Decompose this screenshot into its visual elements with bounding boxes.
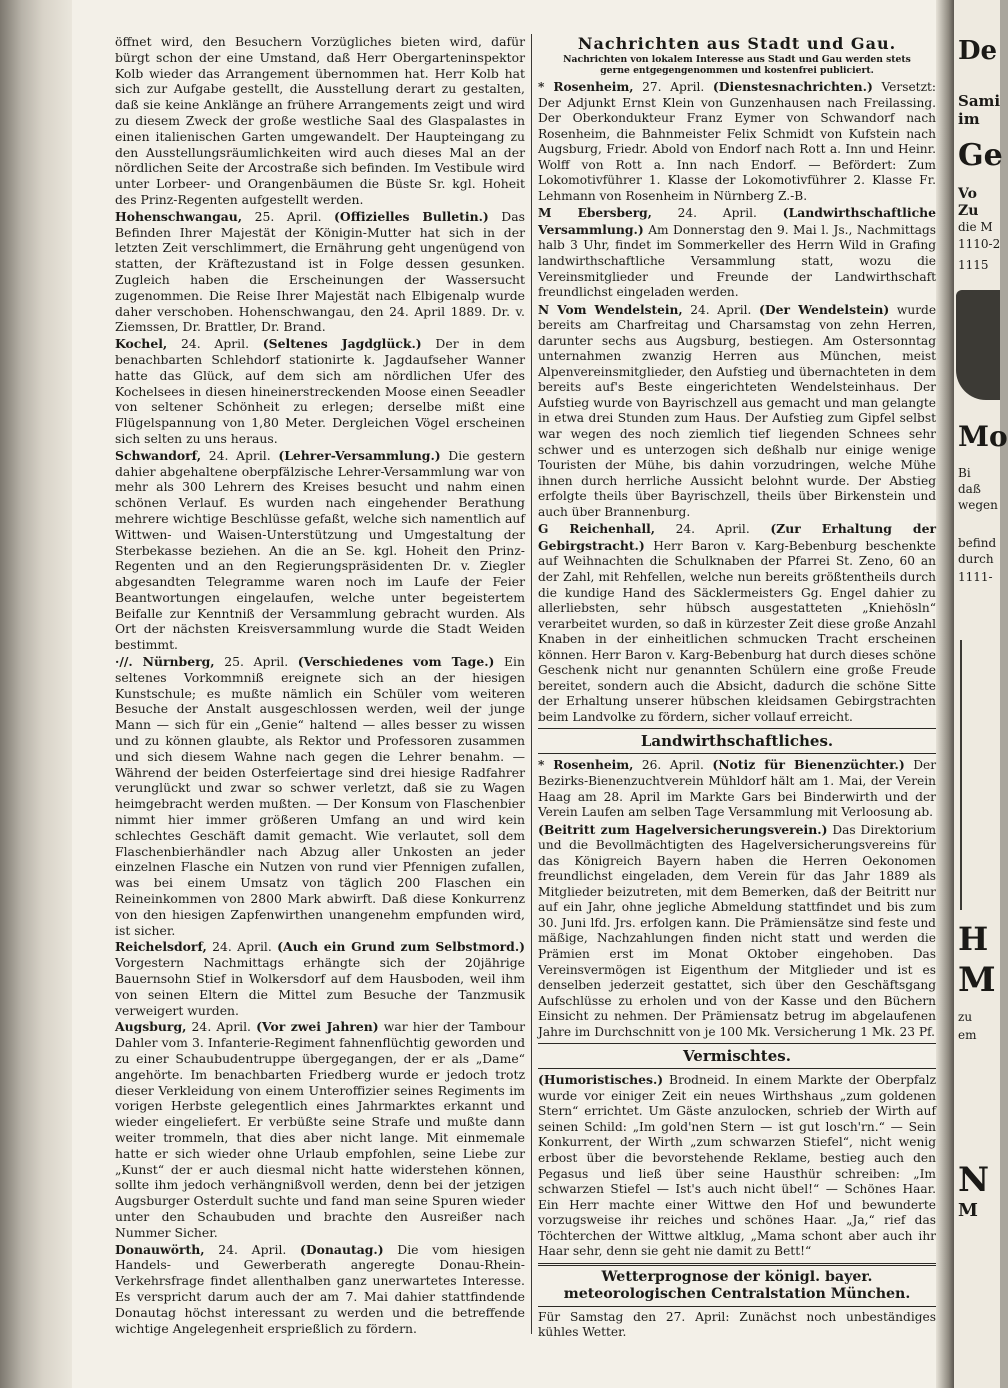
article-subtitle: (Landwirthschaftliche Versammlung.) [538, 205, 937, 237]
article-subtitle: (Offizielles Bulletin.) [334, 208, 489, 224]
article [538, 302, 936, 521]
article [115, 654, 525, 938]
article [115, 1019, 525, 1240]
article [115, 336, 525, 447]
article-text: Am Donnerstag den 9. Mai l. Js., Nachmittags halb 3 Uhr, findet im Sommerkeller des Herrn Wild in Grafing landwirthschaftliche Versammlung statt, wozu die Vereinsmitglieder und Freunde der Landwirthschaft freundlichst eingeladen werden. [538, 222, 937, 300]
article-date: 24. April. [675, 522, 750, 537]
next-page-fragment: wegen [958, 498, 998, 512]
next-page-fragment: Mo [958, 420, 1008, 453]
next-page-fragment: durch [958, 552, 994, 566]
article [115, 1242, 525, 1337]
article-text: wurde bereits am Charfreitag und Charsamstag von zehn Herren, darunter sechs aus Augsburg, bestiegen. Am Ostersonntag unternahmen zwanzig Herren aus München, meist Alpenvereinsmitglieder, den Aufstieg und übernachteten in dem bereits auf's Beste eingerichteten Wendelsteinhaus. Der Aufstieg wurde von Bayrischzell aus gemacht und man gelangte in etwa drei Stunden zum Haus. Der Aufstieg zum Gipfel selbst war wegen des noch ziemlich tief liegenden Schnees sehr schwer und es unterzogen sich deßhalb nur einige wenige Touristen der Mühe, bis dahin vorzudringen, welche Mühe ihnen durch herrliche Aussicht belohnt wurde. Der Abstieg erfolgte theils über Bayrischzell, theils über Birkenstein und auch über Brannenburg. [538, 302, 937, 519]
article-location: Schwandorf, [115, 447, 202, 463]
article-text: war hier der Tambour Dahler vom 3. Infanterie-Regiment fahnenflüchtig geworden und zu einer Schaubudentruppe übergegangen, der er als „Dame“ angehörte. Im benachbarten Friedberg wurde er jedoch trotz dieser Verkleidung von einem Unteroffizier seines Regiments im vorigen Herbste gelegentlich eines Jahrmarktes erkannt und wieder eingeliefert. Er verbüßte seine Strafe und mußte dann weiter trommeln, that dies aber nicht lange. Mit einmemale hatte er sich wieder ohne Urlaub empfohlen, seine Liebe zur „Kunst“ der er auch diesmal nicht hatte widerstehen können, sollte ihm jedoch verhängnißvoll werden, denn bei der jetzigen Augsburger Osterdult suchte und fand man seine Spuren wieder unter den Schaubuden und brachte den Ausreißer nach Nummer Sicher. [115, 1019, 526, 1240]
next-page-fragment: De [958, 36, 998, 66]
next-page-fragment: Sami [958, 92, 1001, 110]
article-location: Donauwörth, [115, 1241, 205, 1257]
article-text: Brodneid. In einem Markte der Oberpfalz wurde vor einiger Zeit ein neues Wirthshaus „zum goldenen Stern“ errichtet. Um Gäste anzulocken, schrieb der Wirth auf seinen Schild: „Im gold'nen Stern — ist gut losch'rn.“ — Sein Konkurrent, der Wirth „zum schwarzen Stiefel“, nicht wenig erbost über die bevorstehende Reklame, bestieg auch den Pegasus und ließ über seine Hausthür schreiben: „Im schwarzen Stiefel — Ist's auch nicht übel!“ — Schönes Haar. Ein Herr machte einer Wittwe den Hof und bewunderte vorzugsweise ihr reiches und schönes Haar. „Ja,“ rief das Töchterchen der Wittwe altklug, „Mama schont aber auch ihr Haar sehr, denn sie geht nie damit zu Bett!“ [538, 1073, 936, 1259]
article-date: 24. April. [208, 447, 271, 463]
next-page-fragment: daß [958, 482, 981, 496]
article-subtitle: (Verschiedenes vom Tage.) [297, 654, 495, 670]
article [538, 521, 936, 725]
article-location: G Reichenhall, [538, 522, 656, 537]
article-location: * Rosenheim, [538, 758, 634, 773]
article-text: Ein seltenes Vorkommniß ereignete sich an der hiesigen Kunstschule; es mußte nämlich ein Schüler vom weiteren Besuche der Anstalt ausgeschlossen werden, weil der junge Mann — sich für ein „Genie“ haltend — alles besser zu wissen und zu können glaubte, als Rektor und Professoren zusammen und sich diesem Wahne nach gegen die Lehrer benahm. — Während der beiden Osterfeiertage sind drei hiesige Radfahrer verunglückt und zwar so schwer verletzt, daß sie zu Wagen heimgebracht werden mußten. — Der Konsum von Flaschenbier nimmt hier immer größeren Umfang an und wird kein schlechtes Geschäft damit gemacht. Wie verlautet, soll dem Flaschenbierhändler nach Abzug aller Unkosten an jeder einzelnen Flasche ein Nutzen von rund vier Pfennigen zufallen, was bei einem Umsatz von täglich 200 Flaschen ein Reineinkommen von 2800 Mark abwirft. Daß diese Konkurrenz von den hiesigen Zapfenwirthen unangenehm empfunden wird, ist sicher. [115, 654, 525, 938]
article-text: Herr Baron v. Karg-Bebenburg beschenkte auf Weihnachten die Schulknaben der Pfarrei St. Zeno, 60 an der Zahl, mit Rehfellen, welche nun bereits größtentheils durch die kundige Hand des Säcklermeisters Gg. Engel dahier zu allerliebsten, sehr hübsch ausgestatteten „Kniehösln“ verarbeitet wurden, so daß in kürzester Zeit diese große Anzahl Knaben in der einheitlichen schmucken Tracht erscheinen können. Herr Baron v. Karg-Bebenburg hat durch dieses schöne Geschenk nicht nur genannten Schülern eine große Freude bereitet, sondern auch die Absicht, dadurch die schöne Sitte der Erhaltung unserer hübschen kleidsamen Gebirgstrachten beim Landvolke zu fördern, sicher vollauf erreicht. [538, 538, 937, 724]
section-rule [538, 1043, 936, 1044]
article-location: Reichelsdorf, [115, 939, 207, 955]
article-text: Der in dem benachbarten Schlehdorf stationirte k. Jagdaufseher Wanner hatte das Glück, auf dem sich am nördlichen Ufer des Kochelsees in diesen hineinerstreckenden Moose einen Seeadler von seltener Schönheit zu erlegen; derselbe mißt eine Flügelspannung von 1,80 Meter. Dergleichen Vögel erscheinen sich selten zu uns heraus. [115, 336, 526, 446]
next-page-fragment: Ge [958, 138, 1003, 173]
article-text: Die gestern dahier abgehaltene oberpfälzische Lehrer-Versammlung war von mehr als 300 Lehrern des Kreises besucht und nahm einen schönen Verlauf. Es wurden nach eingehender Berathung mehrere wichtige Beschlüsse gefaßt, welche sich namentlich auf Wittwen- und Waisen-Unterstützung und Umgestaltung der Sterbekasse beziehen. An die an Se. kgl. Hoheit den Prinz-Regenten und an den Regierungspräsidenten Dr. v. Ziegler abgesandten Telegramme waren noch im Laufe der Feier Beantwortungen eingelaufen, welche unter begeistertem Beifalle zur Kenntniß der Versammlung gebracht wurden. Als Ort der nächsten Kreisversammlung wurde die Stadt Weiden bestimmt. [115, 447, 525, 653]
article-text: Das Befinden Ihrer Majestät der Königin-Mutter hat sich in der letzten Zeit verschlimmert, die Ernährung geht ungenügend von statten, der Kräftezustand ist in Folge dessen gesunken. Zugleich haben die Erscheinungen der Wassersucht zugenommen. Die Reise Ihrer Majestät nach Elbigenalp wurde daher verschoben. Hohenschwangau, den 24. April 1889. Dr. v. Ziemssen, Dr. Brattler, Dr. Brand. [115, 208, 525, 335]
article [538, 757, 936, 820]
article-text: Versetzt: Der Adjunkt Ernst Klein von Gunzenhausen nach Freilassing. Der Oberkondukteur Franz Eymer von Schwandorf nach Rosenheim, die Bahnmeister Felix Schmidt von Kufstein nach Augsburg, Friedr. Abold von Endorf nach Rott a. Inn und Heinr. Wolff von Rott a. Inn nach Endorf. — Befördert: Zum Lokomotivführer 1. Klasse der Lokomotivführer 2. Klasse Fr. Lehmann von Rosenheim in Nürnberg Z.-B. [538, 80, 936, 203]
article-date: 24. April. [191, 1019, 252, 1035]
next-page-fragment: zu [958, 1010, 973, 1024]
article-location: Kochel, [115, 336, 168, 352]
article-date: 25. April. [254, 208, 322, 224]
section-title-news: Nachrichten aus Stadt und Gau. [577, 34, 897, 53]
article [538, 79, 936, 204]
gutter-shadow [936, 0, 954, 1388]
section-rule [538, 1306, 936, 1307]
article-date: 27. April. [642, 80, 705, 94]
section-subtitle-news: Nachrichten von lokalem Interesse aus Stadt und Gau werden stets gerne entgegengenommen und kostenfrei publiciert. [563, 54, 911, 76]
article-subtitle: (Donautag.) [300, 1241, 384, 1257]
article-subtitle: (Beitritt zum Hagelversicherungsverein.) [538, 821, 828, 837]
article-text: Der Bezirks-Bienenzuchtverein Mühldorf hält am 1. Mai, der Verein Haag am 28. April im Markte Gars bei Binderwirth und der Verein Laufen am selben Tage Versammlung mit Verloosung ab. [538, 758, 937, 820]
article-subtitle: (Humoristisches.) [538, 1072, 664, 1088]
article-date: 26. April. [641, 758, 704, 773]
next-page-fragment: N [958, 1160, 990, 1200]
next-page-fragment: Vo [958, 186, 977, 202]
article-subtitle: (Auch ein Grund zum Selbstmord.) [277, 939, 525, 955]
next-page-fragment: Zu [958, 203, 979, 219]
article-date: 24. April. [218, 1241, 287, 1257]
weather-forecast-text: Für Samstag den 27. April: Zunächst noch unbeständiges kühles Wetter. [538, 1309, 936, 1340]
article [115, 34, 525, 208]
article-location: ·//. Nürnberg, [115, 654, 215, 670]
article [538, 822, 936, 1041]
article [115, 448, 525, 653]
article-date: 24. April. [677, 206, 757, 221]
next-page-fragment: im [958, 110, 980, 128]
article [115, 939, 525, 1018]
article-text: Vorgestern Nachmittags erhängte sich der 20jährige Bauernsohn Stief in Wolkersdorf auf dem Hausboden, weil ihm von seinen Eltern die Mittel zum Besuche der Tanzmusik verweigert wurden. [115, 955, 525, 1018]
engraving-fragment [956, 290, 1000, 400]
article-subtitle: (Lehrer-Versammlung.) [278, 447, 441, 463]
article-date: 25. April. [224, 654, 289, 670]
next-page-fragment: 1111- [958, 570, 993, 584]
article [538, 205, 936, 300]
article-date: 24. April. [690, 302, 752, 317]
article-location: Augsburg, [115, 1019, 187, 1035]
next-page-fragment: die M [958, 220, 993, 234]
section-rule [538, 753, 936, 754]
article [538, 1072, 936, 1260]
article-subtitle: (Der Wendelstein) [759, 301, 890, 317]
section-rule [538, 1068, 936, 1069]
book-binding [0, 0, 72, 1388]
next-page-fragment: M [958, 1200, 978, 1221]
next-page-fragment: befind [958, 536, 997, 550]
article-text: Das Direktorium und die Bevollmächtigten des Hagelversicherungsvereins für das Königreich Bayern haben die Herren Oekonomen freundlichst eingeladen, dem Verein für das Jahr 1889 als Mitglieder beizutreten, mit dem Bemerken, daß der Beitritt nur auf ein Jahr, ohne jegliche Abmeldung stattfindet und bis zum 30. Juni lfd. Jrs. erfolgen kann. Die Prämiensätze sind feste und mäßige, Nachzahlungen finden nicht statt und werden die Prämien erst im Monat Oktober eingehoben. Das Vereinsvermögen ist Eigenthum der Mitglieder und ist es denselben jederzeit gestattet, sich über den Geschäftsgang Aufschlüsse zu erholen und von der Kasse und den Büchern Einsicht zu nehmen. Der Prämiensatz betrug im abgelaufenen Jahre im Durchschnitt von je 100 Mk. Versicherung 1 Mk. 23 Pf. [538, 822, 937, 1039]
article-subtitle: (Vor zwei Jahren) [256, 1019, 379, 1035]
ornament-fragment [960, 640, 1002, 910]
weather-forecast-title: Wetterprognose der königl. bayer. meteorologischen Centralstation München. [563, 1268, 911, 1302]
article-subtitle: (Notiz für Bienenzüchter.) [712, 757, 905, 773]
adjacent-page-strip [954, 0, 1008, 1388]
article-subtitle: (Zur Erhaltung der Gebirgstracht.) [538, 521, 937, 553]
article-location: Hohenschwangau, [115, 208, 243, 224]
next-page-fragment: Bi [958, 466, 971, 480]
article-subtitle: (Seltenes Jagdglück.) [262, 336, 422, 352]
right-column [538, 34, 936, 1341]
article-location: N Vom Wendelstein, [538, 302, 683, 317]
next-page-fragment: M [958, 960, 996, 1000]
article-location: * Rosenheim, [538, 80, 634, 94]
article-text: Die vom hiesigen Handels- und Gewerberath angeregte Donau-Rhein-Verkehrsfrage findet allenthalben ganz unerwartetes Interesse. Es verspricht darum auch der am 7. Mai dahier stattfindende Donautag höchst interessant zu werden und die betreffende wichtige Angelegenheit ersprießlich zu fördern. [115, 1241, 525, 1336]
article-date: 24. April. [180, 336, 250, 352]
next-page-fragment: em [958, 1028, 977, 1042]
column-divider [531, 34, 532, 1334]
article-subtitle: (Dienstesnachrichten.) [712, 79, 873, 94]
article-date: 24. April. [212, 939, 272, 955]
section-rule [538, 1263, 936, 1266]
article-location: M Ebersberg, [538, 206, 652, 221]
section-title-misc: Vermischtes. [683, 1047, 791, 1066]
section-title-agriculture: Landwirthschaftliches. [640, 732, 834, 751]
article [115, 209, 525, 335]
left-column [115, 34, 525, 1336]
next-page-fragment: H [958, 920, 989, 958]
article-text: öffnet wird, den Besuchern Vorzügliches bieten wird, dafür bürgt schon der eine Umstand, daß Herr Obergarteninspektor Kolb wieder das Arrangement übernommen hat. Herr Kolb hat sich zur Aufgabe gestellt, die Ausstellung derart zu gestalten, daß sie keine Anklänge an frühere Arrangements zeigt und wird zu diesem Zweck der große westliche Saal des Glaspalastes in einen italienischen Garten umgewandelt. Der Haupteingang zu den Ausstellungsräumlichkeiten wird auch dieses Mal an der nördlichen Seite der Arcostraße sich befinden. Im Vestibule wird unter Lorbeer- und Orangenbäumen die Büste Sr. kgl. Hoheit des Prinz-Regenten aufgestellt werden. [115, 34, 525, 207]
section-rule [538, 728, 936, 729]
next-page-fragment: 1110-2 [958, 237, 1001, 251]
next-page-fragment: 1115 [958, 258, 989, 272]
